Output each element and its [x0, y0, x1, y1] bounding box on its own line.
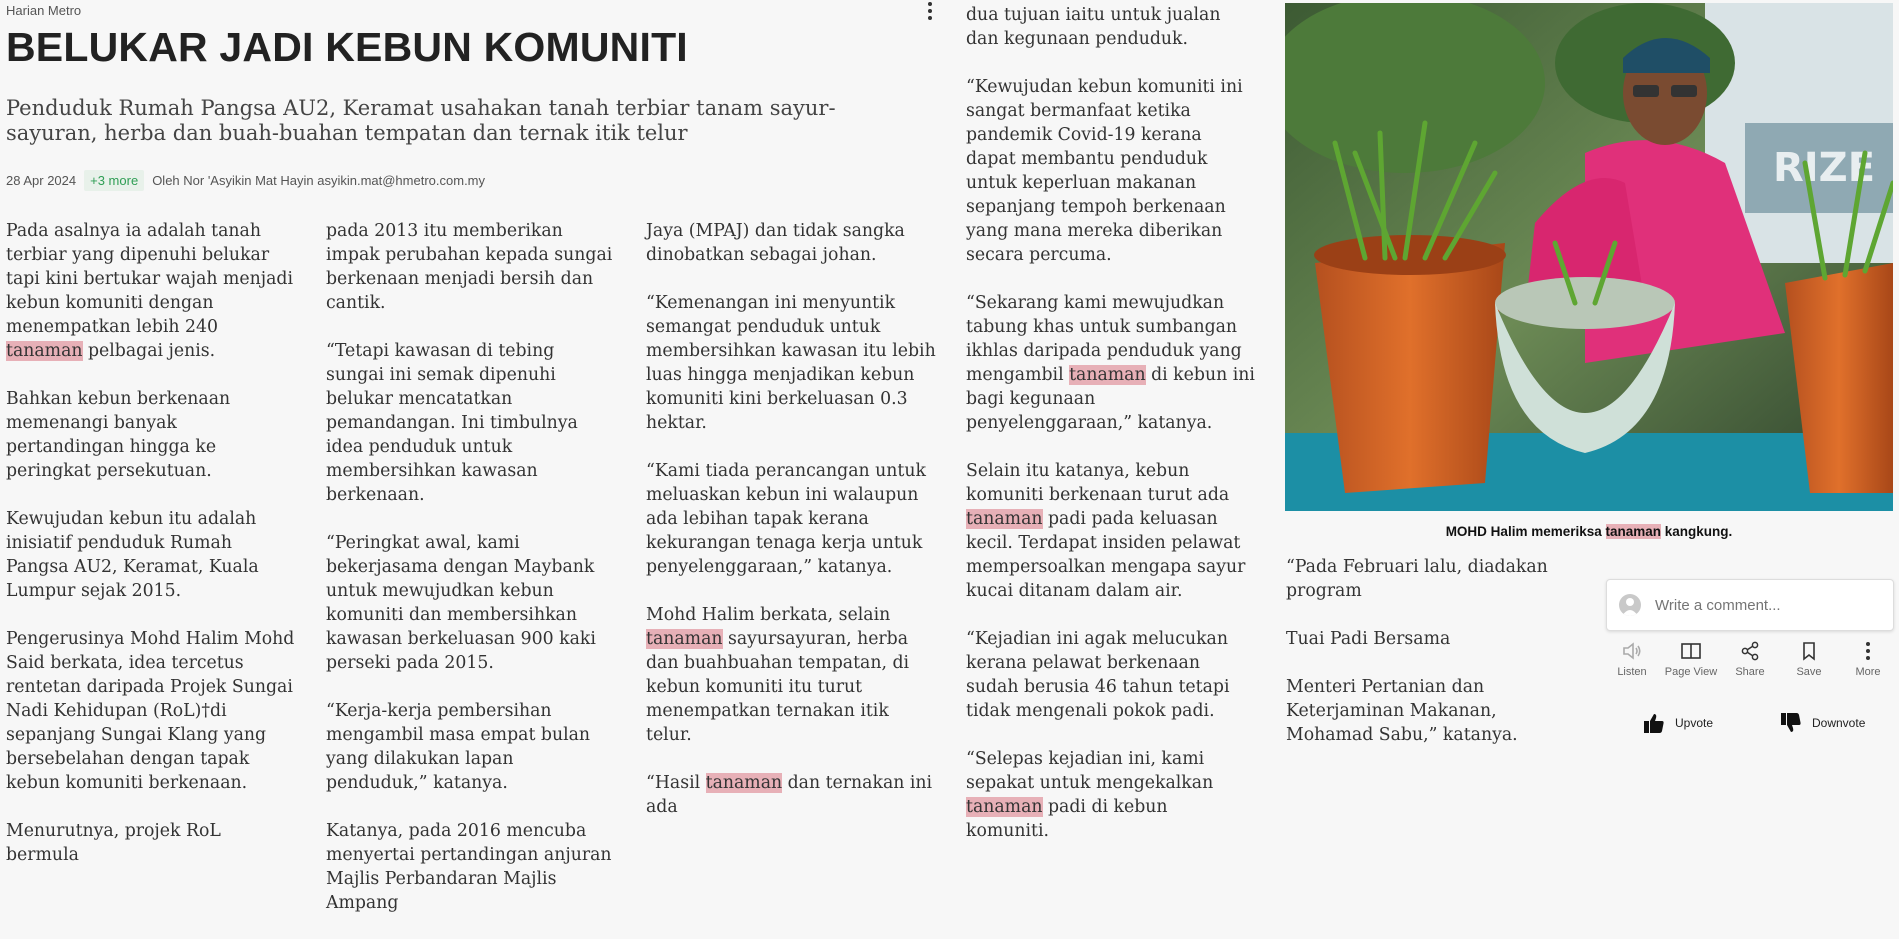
text-run: “Pada Februari lalu, diadakan program	[1286, 557, 1548, 601]
article-toolbar	[1604, 640, 1896, 678]
text-run: sayursayuran, herba dan buahbuahan tempatan, di kebun komuniti itu turut menempatkan ternakan itik telur.	[646, 629, 910, 745]
text-run: Jaya (MPAJ) dan tidak sangka dinobatkan sebagai johan.	[646, 221, 905, 265]
upvote-button[interactable]	[1643, 712, 1713, 734]
article-photo	[1285, 3, 1893, 511]
search-highlight: tanaman	[966, 797, 1043, 817]
article-paragraph	[6, 627, 296, 795]
article-paragraph	[1286, 675, 1586, 747]
text-run: “Sekarang kami mewujudkan tabung khas untuk sumbangan ikhlas daripada penduduk yang mengambil	[966, 293, 1242, 385]
page-view-label: Page View	[1664, 666, 1718, 678]
text-run: pelbagai jenis.	[82, 341, 216, 361]
page-view-icon	[1680, 640, 1702, 662]
article-paragraph	[646, 219, 936, 267]
text-run: “Tetapi kawasan di tebing sungai ini semak dipenuhi belukar mencatatkan pemandangan. Ini timbulnya idea penduduk untuk membersihkan kawasan berkenaan.	[326, 341, 578, 505]
article-paragraph	[6, 387, 296, 483]
article-paragraph	[646, 771, 936, 819]
article-date: 28 Apr 2024	[6, 173, 77, 188]
article-subheadline: Penduduk Rumah Pangsa AU2, Keramat usahakan tanah terbiar tanam sayur-sayuran, herba dan buah-buahan tempatan dan ternak itik telur	[6, 96, 836, 145]
share-icon	[1739, 640, 1761, 662]
more-label: More	[1855, 666, 1881, 678]
article-paragraph	[966, 291, 1256, 435]
search-highlight: tanaman	[1605, 524, 1662, 539]
more-authors-button[interactable]: +3 more	[84, 170, 144, 191]
text-run: Menteri Pertanian dan Keterjaminan Makanan, Mohamad Sabu,” katanya.	[1286, 677, 1518, 745]
search-highlight: tanaman	[6, 341, 83, 361]
article-column-2	[326, 219, 616, 939]
search-highlight: tanaman	[705, 773, 783, 793]
more-icon	[1857, 640, 1879, 662]
publisher-name: Harian Metro	[6, 3, 82, 18]
article-paragraph	[326, 531, 616, 675]
article-headline: BELUKAR JADI KEBUN KOMUNITI	[6, 24, 688, 70]
text-run: “Selepas kejadian ini, kami sepakat untuk mengekalkan	[966, 749, 1214, 793]
article-column-3	[646, 219, 936, 843]
text-run: Menurutnya, projek RoL bermula	[6, 821, 221, 865]
more-button[interactable]	[1840, 640, 1896, 678]
article-paragraph	[966, 747, 1256, 843]
share-label: Share	[1735, 666, 1765, 678]
downvote-button[interactable]	[1780, 712, 1865, 734]
thumbs-down-icon	[1780, 712, 1802, 734]
text-run: Bahkan kebun berkenaan memenangi banyak pertandingan hingga ke peringkat persekutuan.	[6, 389, 231, 481]
text-run: Pengerusinya Mohd Halim Mohd Said berkata, idea tercetus rentetan daripada Projek Sungai Nadi Kehidupan (RoL)†di sepanjang Sungai Klang yang bersebelahan dengan tapak kebun komuniti berkenaan.	[6, 629, 295, 793]
text-run: pada 2013 itu memberikan impak perubahan kepada sungai berkenaan menjadi bersih dan cantik.	[326, 221, 613, 313]
text-run: Pada asalnya ia adalah tanah terbiar yang dipenuhi belukar tapi kini bertukar wajah menjadi kebun komuniti dengan menempatkan lebih 240	[6, 221, 294, 337]
article-paragraph	[326, 699, 616, 795]
article-paragraph	[1286, 627, 1586, 651]
text-run: Mohd Halim berkata, selain	[646, 605, 891, 625]
text-run: “Kejadian ini agak melucukan kerana pelawat berkenaan sudah berusia 46 tahun tetapi tidak mengenali pokok padi.	[966, 629, 1230, 721]
page-view-button[interactable]	[1663, 640, 1719, 678]
article-paragraph	[326, 339, 616, 507]
article-paragraph	[6, 219, 296, 363]
text-run: dua tujuan iaitu untuk jualan dan kegunaan penduduk.	[966, 5, 1221, 49]
article-paragraph	[646, 603, 936, 747]
article-meta	[6, 170, 485, 191]
save-button[interactable]	[1781, 640, 1837, 678]
article-paragraph	[966, 3, 1256, 51]
text-run: “Kami tiada perancangan untuk meluaskan kebun ini walaupun ada lebihan tapak kerana kekurangan tenaga kerja untuk penyelenggaraan,” katanya.	[646, 461, 926, 577]
svg-text:RIZE: RIZE	[1773, 145, 1876, 191]
text-run: padi di kebun komuniti.	[966, 797, 1168, 841]
article-paragraph	[6, 507, 296, 603]
article-paragraph	[966, 459, 1256, 603]
upvote-label: Upvote	[1675, 716, 1714, 730]
downvote-label: Downvote	[1812, 716, 1866, 730]
article-paragraph	[6, 819, 296, 867]
comment-box[interactable]	[1606, 579, 1894, 631]
save-label: Save	[1796, 666, 1822, 678]
search-highlight: tanaman	[966, 509, 1043, 529]
article-paragraph	[1286, 555, 1586, 603]
avatar-icon	[1619, 594, 1641, 616]
article-paragraph	[326, 819, 616, 915]
article-paragraph	[966, 75, 1256, 267]
text-run: “Peringkat awal, kami bekerjasama dengan Maybank untuk mewujudkan kebun komuniti dan membersihkan kawasan berkeluasan 900 kaki perseki pada 2015.	[326, 533, 596, 673]
photo-caption	[1285, 524, 1893, 539]
text-run: “Kemenangan ini menyuntik semangat penduduk untuk membersihkan kawasan itu lebih luas hingga menjadikan kebun komuniti kini berkeluasan 0.3 hektar.	[646, 293, 936, 433]
article-paragraph	[326, 219, 616, 315]
text-run: Kewujudan kebun itu adalah inisiatif penduduk Rumah Pangsa AU2, Keramat, Kuala Lumpur sejak 2015.	[6, 509, 259, 601]
text-run: Tuai Padi Bersama	[1286, 629, 1451, 649]
text-run: MOHD Halim memeriksa	[1445, 524, 1606, 539]
article-menu-icon[interactable]	[923, 0, 937, 22]
article-paragraph	[966, 627, 1256, 723]
search-highlight: tanaman	[646, 629, 723, 649]
text-run: dan ternakan ini ada	[646, 773, 933, 817]
listen-label: Listen	[1617, 666, 1647, 678]
text-run: kangkung.	[1661, 524, 1733, 539]
search-highlight: tanaman	[1069, 365, 1146, 385]
text-run: di kebun ini bagi kegunaan penyelenggaraan,” katanya.	[966, 365, 1255, 433]
text-run: padi pada keluasan kecil. Terdapat insiden pelawat mempersoalkan mengapa sayur kucai ditanam dalam air.	[966, 509, 1246, 601]
article-paragraph	[646, 291, 936, 435]
thumbs-up-icon	[1643, 712, 1665, 734]
listen-button[interactable]	[1604, 640, 1660, 678]
text-run: “Kerja-kerja pembersihan mengambil masa empat bulan yang dilakukan lapan penduduk,” katanya.	[326, 701, 591, 793]
article-column-1	[6, 219, 296, 891]
text-run: “Kewujudan kebun komuniti ini sangat bermanfaat ketika pandemik Covid-19 kerana dapat membantu penduduk untuk keperluan makanan sepanjang tempoh berkenaan yang mana mereka diberikan secara percuma.	[966, 77, 1243, 265]
comment-input[interactable]	[1653, 596, 1877, 615]
article-column-4	[966, 3, 1256, 867]
text-run: Selain itu katanya, kebun komuniti berkenaan turut ada	[966, 461, 1230, 505]
text-run: Katanya, pada 2016 mencuba menyertai pertandingan anjuran Majlis Perbandaran Majlis Ampang	[326, 821, 612, 913]
bookmark-icon	[1798, 640, 1820, 662]
share-button[interactable]	[1722, 640, 1778, 678]
article-column-5	[1286, 555, 1586, 771]
speaker-icon	[1621, 640, 1643, 662]
text-run: “Hasil	[646, 773, 706, 793]
article-paragraph	[646, 459, 936, 579]
article-byline: Oleh Nor 'Asyikin Mat Hayin asyikin.mat@hmetro.com.my	[152, 173, 486, 188]
